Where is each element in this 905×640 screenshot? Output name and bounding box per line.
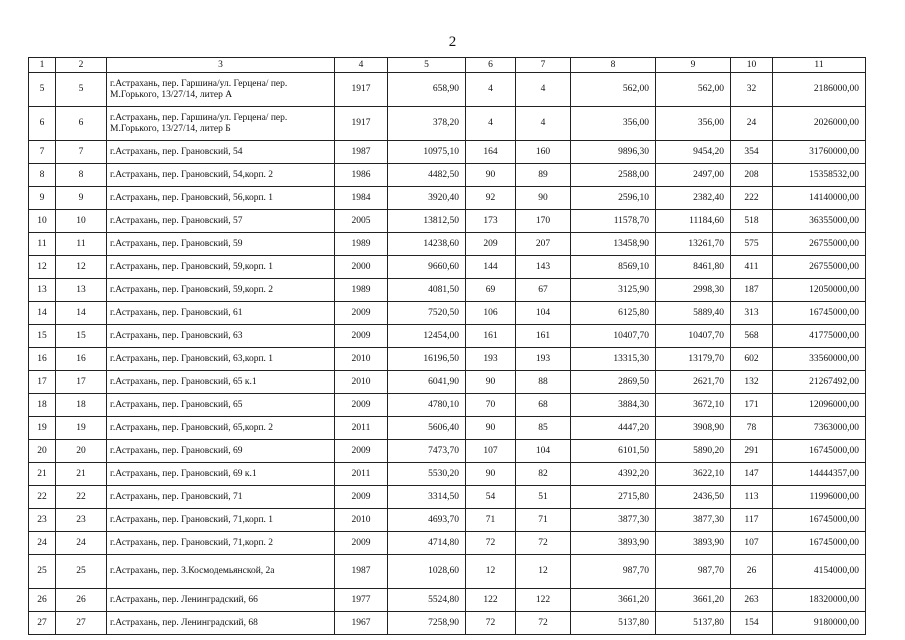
table-cell: 17 <box>56 371 107 394</box>
table-cell: 10 <box>29 210 56 233</box>
table-cell: 11 <box>29 233 56 256</box>
table-cell: 3877,30 <box>656 509 731 532</box>
table-cell: 10975,10 <box>388 141 466 164</box>
table-cell: 4081,50 <box>388 279 466 302</box>
table-row <box>29 371 866 394</box>
table-cell: 132 <box>731 371 773 394</box>
table-cell: 7363000,00 <box>773 417 866 440</box>
table-cell: 144 <box>466 256 516 279</box>
table-cell: 21 <box>56 463 107 486</box>
table-cell: 72 <box>516 612 571 635</box>
table-cell: 33560000,00 <box>773 348 866 371</box>
table-cell: 1028,60 <box>388 555 466 589</box>
table-cell: 15 <box>29 325 56 348</box>
table-cell: 568 <box>731 325 773 348</box>
table-cell: 24 <box>731 107 773 141</box>
address-cell: г.Астрахань, пер. Грановский, 65 <box>107 394 335 417</box>
table-cell: 2009 <box>335 394 388 417</box>
table-cell: 26755000,00 <box>773 256 866 279</box>
address-cell: г.Астрахань, пер. З.Космодемьянской, 2а <box>107 555 335 589</box>
table-cell: 2998,30 <box>656 279 731 302</box>
table-cell: 3661,20 <box>571 589 656 612</box>
data-table <box>28 57 866 635</box>
table-cell: 90 <box>466 417 516 440</box>
table-cell: 147 <box>731 463 773 486</box>
table-cell: 2596,10 <box>571 187 656 210</box>
table-cell: 2497,00 <box>656 164 731 187</box>
table-cell: 356,00 <box>571 107 656 141</box>
table-cell: 18 <box>29 394 56 417</box>
column-header-5: 5 <box>388 58 466 73</box>
table-cell: 90 <box>516 187 571 210</box>
table-cell: 11996000,00 <box>773 486 866 509</box>
table-cell: 7 <box>56 141 107 164</box>
table-cell: 122 <box>516 589 571 612</box>
table-cell: 10407,70 <box>571 325 656 348</box>
table-cell: 1967 <box>335 612 388 635</box>
table-cell: 3661,20 <box>656 589 731 612</box>
table-cell: 2011 <box>335 417 388 440</box>
table-cell: 193 <box>466 348 516 371</box>
table-cell: 72 <box>516 532 571 555</box>
column-header-11: 11 <box>773 58 866 73</box>
table-cell: 1917 <box>335 107 388 141</box>
table-cell: 15358532,00 <box>773 164 866 187</box>
table-cell: 14238,60 <box>388 233 466 256</box>
table-cell: 5889,40 <box>656 302 731 325</box>
table-cell: 54 <box>466 486 516 509</box>
table-cell: 161 <box>466 325 516 348</box>
address-cell: г.Астрахань, пер. Ленинградский, 66 <box>107 589 335 612</box>
address-cell: г.Астрахань, пер. Грановский, 69 <box>107 440 335 463</box>
table-cell: 12 <box>56 256 107 279</box>
table-cell: 6 <box>56 107 107 141</box>
table-cell: 31760000,00 <box>773 141 866 164</box>
address-cell: г.Астрахань, пер. Ленинградский, 68 <box>107 612 335 635</box>
table-cell: 20 <box>56 440 107 463</box>
table-cell: 51 <box>516 486 571 509</box>
table-cell: 2009 <box>335 440 388 463</box>
table-cell: 2005 <box>335 210 388 233</box>
address-cell: г.Астрахань, пер. Грановский, 63 <box>107 325 335 348</box>
table-row <box>29 233 866 256</box>
column-header-8: 8 <box>571 58 656 73</box>
address-cell: г.Астрахань, пер. Грановский, 69 к.1 <box>107 463 335 486</box>
table-row <box>29 394 866 417</box>
table-cell: 5137,80 <box>571 612 656 635</box>
table-cell: 16 <box>56 348 107 371</box>
address-cell: г.Астрахань, пер. Грановский, 59 <box>107 233 335 256</box>
table-cell: 69 <box>466 279 516 302</box>
table-cell: 107 <box>731 532 773 555</box>
table-cell: 3877,30 <box>571 509 656 532</box>
table-cell: 13 <box>56 279 107 302</box>
table-cell: 13 <box>29 279 56 302</box>
table-cell: 208 <box>731 164 773 187</box>
table-cell: 9180000,00 <box>773 612 866 635</box>
table-row <box>29 463 866 486</box>
table-cell: 170 <box>516 210 571 233</box>
table-cell: 18 <box>56 394 107 417</box>
table-cell: 21267492,00 <box>773 371 866 394</box>
table-cell: 88 <box>516 371 571 394</box>
table-cell: 2026000,00 <box>773 107 866 141</box>
table-cell: 2009 <box>335 532 388 555</box>
table-cell: 3884,30 <box>571 394 656 417</box>
table-cell: 13458,90 <box>571 233 656 256</box>
table-cell: 12 <box>516 555 571 589</box>
table-cell: 10 <box>56 210 107 233</box>
table-row <box>29 589 866 612</box>
table-cell: 6125,80 <box>571 302 656 325</box>
table-cell: 602 <box>731 348 773 371</box>
table-cell: 27 <box>29 612 56 635</box>
table-cell: 5606,40 <box>388 417 466 440</box>
table-cell: 2382,40 <box>656 187 731 210</box>
table-cell: 5 <box>29 73 56 107</box>
column-header-6: 6 <box>466 58 516 73</box>
table-cell: 2436,50 <box>656 486 731 509</box>
table-cell: 78 <box>731 417 773 440</box>
table-cell: 4780,10 <box>388 394 466 417</box>
table-cell: 13261,70 <box>656 233 731 256</box>
address-cell: г.Астрахань, пер. Грановский, 71 <box>107 486 335 509</box>
table-row <box>29 141 866 164</box>
table-cell: 1987 <box>335 555 388 589</box>
table-cell: 16745000,00 <box>773 440 866 463</box>
table-cell: 8461,80 <box>656 256 731 279</box>
address-cell: г.Астрахань, пер. Грановский, 54,корп. 2 <box>107 164 335 187</box>
address-cell: г.Астрахань, пер. Грановский, 54 <box>107 141 335 164</box>
table-cell: 164 <box>466 141 516 164</box>
table-cell: 16745000,00 <box>773 302 866 325</box>
table-cell: 13315,30 <box>571 348 656 371</box>
table-cell: 3920,40 <box>388 187 466 210</box>
table-cell: 354 <box>731 141 773 164</box>
table-row <box>29 509 866 532</box>
column-header-4: 4 <box>335 58 388 73</box>
table-cell: 4392,20 <box>571 463 656 486</box>
table-cell: 3672,10 <box>656 394 731 417</box>
table-cell: 11184,60 <box>656 210 731 233</box>
table-cell: 518 <box>731 210 773 233</box>
table-cell: 2186000,00 <box>773 73 866 107</box>
table-cell: 71 <box>516 509 571 532</box>
table-cell: 16745000,00 <box>773 532 866 555</box>
table-cell: 13179,70 <box>656 348 731 371</box>
table-cell: 8569,10 <box>571 256 656 279</box>
column-header-9: 9 <box>656 58 731 73</box>
address-cell: г.Астрахань, пер. Грановский, 61 <box>107 302 335 325</box>
address-cell: г.Астрахань, пер. Грановский, 59,корп. 1 <box>107 256 335 279</box>
table-cell: 82 <box>516 463 571 486</box>
table-cell: 209 <box>466 233 516 256</box>
table-cell: 6101,50 <box>571 440 656 463</box>
table-cell: 154 <box>731 612 773 635</box>
table-cell: 36355000,00 <box>773 210 866 233</box>
table-cell: 2000 <box>335 256 388 279</box>
table-cell: 1977 <box>335 589 388 612</box>
table-cell: 26 <box>56 589 107 612</box>
table-cell: 16745000,00 <box>773 509 866 532</box>
table-cell: 1917 <box>335 73 388 107</box>
table-cell: 26 <box>731 555 773 589</box>
table-cell: 21 <box>29 463 56 486</box>
table-cell: 1987 <box>335 141 388 164</box>
table-cell: 9 <box>56 187 107 210</box>
address-cell: г.Астрахань, пер. Грановский, 71,корп. 1 <box>107 509 335 532</box>
table-cell: 90 <box>466 164 516 187</box>
table-cell: 25 <box>56 555 107 589</box>
table-cell: 9660,60 <box>388 256 466 279</box>
table-row <box>29 256 866 279</box>
table-cell: 8 <box>56 164 107 187</box>
table-cell: 113 <box>731 486 773 509</box>
table-cell: 71 <box>466 509 516 532</box>
table-cell: 72 <box>466 532 516 555</box>
table-cell: 263 <box>731 589 773 612</box>
table-row <box>29 612 866 635</box>
table-cell: 3893,90 <box>571 532 656 555</box>
table-cell: 193 <box>516 348 571 371</box>
address-cell: г.Астрахань, пер. Грановский, 65 к.1 <box>107 371 335 394</box>
table-cell: 8 <box>29 164 56 187</box>
table-body <box>29 73 866 635</box>
table-cell: 90 <box>466 371 516 394</box>
table-cell: 5137,80 <box>656 612 731 635</box>
table-cell: 7258,90 <box>388 612 466 635</box>
table-cell: 3893,90 <box>656 532 731 555</box>
column-header-3: 3 <box>107 58 335 73</box>
table-cell: 3314,50 <box>388 486 466 509</box>
column-header-7: 7 <box>516 58 571 73</box>
table-cell: 3622,10 <box>656 463 731 486</box>
table-cell: 22 <box>29 486 56 509</box>
table-cell: 11 <box>56 233 107 256</box>
table-cell: 291 <box>731 440 773 463</box>
table-cell: 313 <box>731 302 773 325</box>
table-cell: 2715,80 <box>571 486 656 509</box>
address-cell: г.Астрахань, пер. Гаршина/ул. Герцена/ пер. М.Горького, 13/27/14, литер Б <box>107 107 335 141</box>
table-cell: 12 <box>466 555 516 589</box>
table-cell: 6 <box>29 107 56 141</box>
table-cell: 7473,70 <box>388 440 466 463</box>
column-header-1: 1 <box>29 58 56 73</box>
page-number: 2 <box>448 34 457 50</box>
table-cell: 104 <box>516 440 571 463</box>
table-cell: 6041,90 <box>388 371 466 394</box>
table-cell: 122 <box>466 589 516 612</box>
table-cell: 5890,20 <box>656 440 731 463</box>
table-cell: 13812,50 <box>388 210 466 233</box>
table-row <box>29 164 866 187</box>
table-cell: 23 <box>56 509 107 532</box>
table-cell: 25 <box>29 555 56 589</box>
table-cell: 7 <box>29 141 56 164</box>
table-cell: 160 <box>516 141 571 164</box>
table-cell: 90 <box>466 463 516 486</box>
table-cell: 27 <box>56 612 107 635</box>
address-cell: г.Астрахань, пер. Грановский, 56,корп. 1 <box>107 187 335 210</box>
table-cell: 987,70 <box>571 555 656 589</box>
table-cell: 14 <box>29 302 56 325</box>
table-cell: 41775000,00 <box>773 325 866 348</box>
table-cell: 2588,00 <box>571 164 656 187</box>
table-row <box>29 348 866 371</box>
table-cell: 411 <box>731 256 773 279</box>
table-cell: 20 <box>29 440 56 463</box>
table-cell: 24 <box>29 532 56 555</box>
table-cell: 4 <box>516 107 571 141</box>
table-cell: 3908,90 <box>656 417 731 440</box>
table-cell: 92 <box>466 187 516 210</box>
table-row <box>29 210 866 233</box>
table-cell: 89 <box>516 164 571 187</box>
table-cell: 32 <box>731 73 773 107</box>
table-cell: 1989 <box>335 279 388 302</box>
table-cell: 2010 <box>335 509 388 532</box>
table-row <box>29 555 866 589</box>
table-row <box>29 417 866 440</box>
table-cell: 562,00 <box>656 73 731 107</box>
table-cell: 2011 <box>335 463 388 486</box>
table-cell: 5524,80 <box>388 589 466 612</box>
table-cell: 2869,50 <box>571 371 656 394</box>
table-cell: 4447,20 <box>571 417 656 440</box>
table-cell: 7520,50 <box>388 302 466 325</box>
table-row <box>29 279 866 302</box>
table-cell: 17 <box>29 371 56 394</box>
table-cell: 9896,30 <box>571 141 656 164</box>
table-row <box>29 532 866 555</box>
address-cell: г.Астрахань, пер. Грановский, 57 <box>107 210 335 233</box>
table-cell: 4 <box>466 73 516 107</box>
table-cell: 14 <box>56 302 107 325</box>
table-cell: 68 <box>516 394 571 417</box>
table-cell: 4714,80 <box>388 532 466 555</box>
table-cell: 2010 <box>335 348 388 371</box>
address-cell: г.Астрахань, пер. Гаршина/ул. Герцена/ пер. М.Горького, 13/27/14, литер А <box>107 73 335 107</box>
address-cell: г.Астрахань, пер. Грановский, 63,корп. 1 <box>107 348 335 371</box>
table-cell: 85 <box>516 417 571 440</box>
table-cell: 9 <box>29 187 56 210</box>
table-cell: 19 <box>29 417 56 440</box>
table-cell: 4693,70 <box>388 509 466 532</box>
table-cell: 117 <box>731 509 773 532</box>
table-cell: 378,20 <box>388 107 466 141</box>
table-cell: 562,00 <box>571 73 656 107</box>
table-cell: 987,70 <box>656 555 731 589</box>
table-cell: 70 <box>466 394 516 417</box>
table-cell: 14444357,00 <box>773 463 866 486</box>
table-cell: 2010 <box>335 371 388 394</box>
table-cell: 1984 <box>335 187 388 210</box>
table-cell: 26755000,00 <box>773 233 866 256</box>
table-cell: 187 <box>731 279 773 302</box>
table-cell: 2621,70 <box>656 371 731 394</box>
table-cell: 18320000,00 <box>773 589 866 612</box>
table-cell: 143 <box>516 256 571 279</box>
table-cell: 12096000,00 <box>773 394 866 417</box>
table-cell: 3125,90 <box>571 279 656 302</box>
address-cell: г.Астрахань, пер. Грановский, 65,корп. 2 <box>107 417 335 440</box>
table-cell: 161 <box>516 325 571 348</box>
table-cell: 1986 <box>335 164 388 187</box>
table-cell: 1989 <box>335 233 388 256</box>
table-row <box>29 302 866 325</box>
table-cell: 5 <box>56 73 107 107</box>
header-row <box>29 58 866 73</box>
table-cell: 72 <box>466 612 516 635</box>
table-cell: 16196,50 <box>388 348 466 371</box>
column-header-10: 10 <box>731 58 773 73</box>
table-cell: 2009 <box>335 302 388 325</box>
table-cell: 15 <box>56 325 107 348</box>
table-cell: 9454,20 <box>656 141 731 164</box>
table-cell: 658,90 <box>388 73 466 107</box>
table-cell: 4 <box>466 107 516 141</box>
table-cell: 207 <box>516 233 571 256</box>
table-cell: 23 <box>29 509 56 532</box>
table-cell: 107 <box>466 440 516 463</box>
table-cell: 14140000,00 <box>773 187 866 210</box>
table-row <box>29 486 866 509</box>
table-cell: 173 <box>466 210 516 233</box>
table-cell: 222 <box>731 187 773 210</box>
table-row <box>29 73 866 107</box>
table-cell: 4154000,00 <box>773 555 866 589</box>
table-cell: 104 <box>516 302 571 325</box>
table-row <box>29 187 866 210</box>
table-cell: 26 <box>29 589 56 612</box>
table-row <box>29 107 866 141</box>
table-row <box>29 440 866 463</box>
address-cell: г.Астрахань, пер. Грановский, 71,корп. 2 <box>107 532 335 555</box>
address-cell: г.Астрахань, пер. Грановский, 59,корп. 2 <box>107 279 335 302</box>
table-cell: 575 <box>731 233 773 256</box>
table-cell: 4482,50 <box>388 164 466 187</box>
table-cell: 12 <box>29 256 56 279</box>
table-cell: 22 <box>56 486 107 509</box>
table-cell: 19 <box>56 417 107 440</box>
table-cell: 11578,70 <box>571 210 656 233</box>
table-cell: 2009 <box>335 325 388 348</box>
table-cell: 24 <box>56 532 107 555</box>
table-cell: 12050000,00 <box>773 279 866 302</box>
table-cell: 4 <box>516 73 571 107</box>
table-cell: 12454,00 <box>388 325 466 348</box>
column-header-2: 2 <box>56 58 107 73</box>
table-row <box>29 325 866 348</box>
table-cell: 171 <box>731 394 773 417</box>
table-cell: 16 <box>29 348 56 371</box>
table-cell: 10407,70 <box>656 325 731 348</box>
table-cell: 356,00 <box>656 107 731 141</box>
table-cell: 67 <box>516 279 571 302</box>
table-cell: 5530,20 <box>388 463 466 486</box>
table-header <box>29 58 866 73</box>
table-cell: 2009 <box>335 486 388 509</box>
table-cell: 106 <box>466 302 516 325</box>
